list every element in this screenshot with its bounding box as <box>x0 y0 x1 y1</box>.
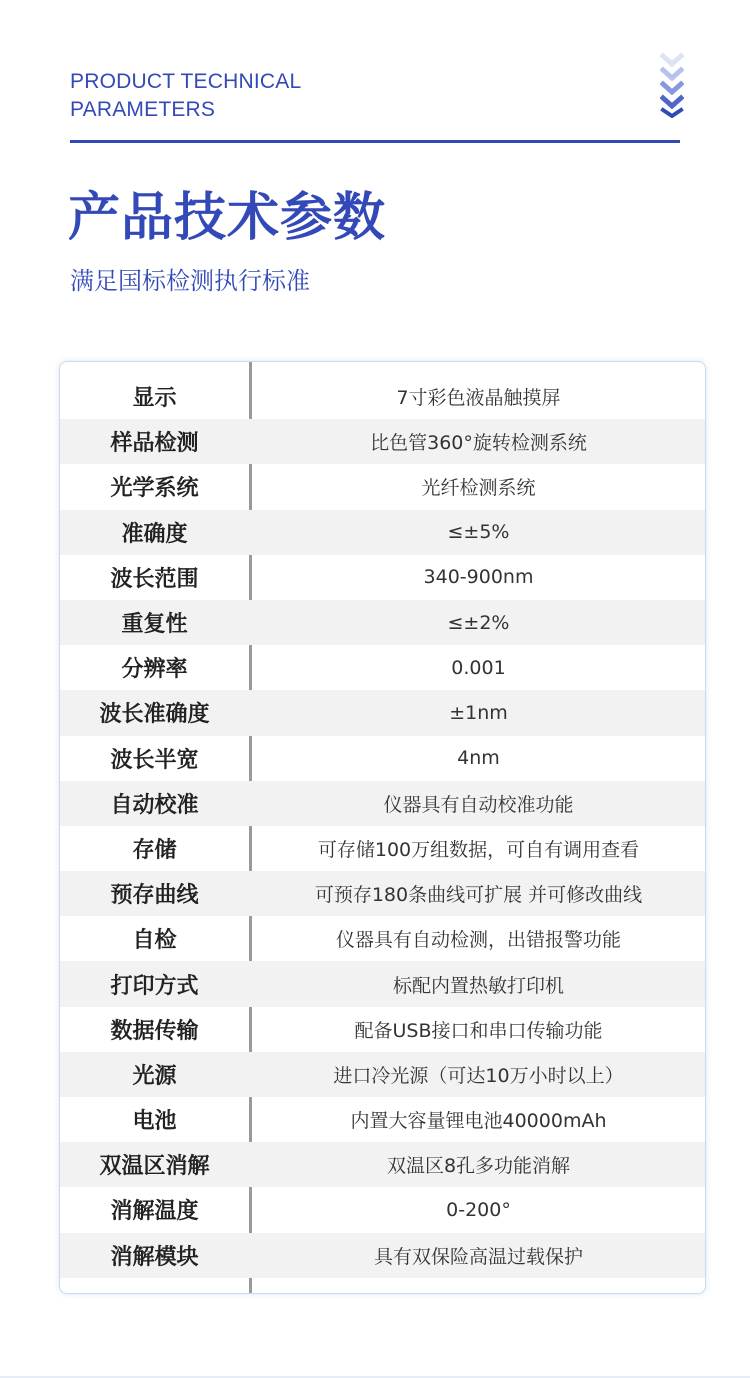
table-row <box>60 736 705 781</box>
param-value: 内置大容量锂电池40000mAh <box>350 1110 607 1133</box>
param-label: 分辨率 <box>121 657 188 683</box>
parameters-table <box>59 361 706 1294</box>
table-row <box>60 510 705 555</box>
table-row <box>60 374 705 419</box>
table-row <box>60 1233 705 1278</box>
param-value: 4nm <box>457 747 500 770</box>
param-label: 波长半宽 <box>110 747 199 773</box>
param-label: 数据传输 <box>110 1018 199 1044</box>
table-row <box>60 419 705 464</box>
english-title-line-1: PRODUCT TECHNICAL <box>70 70 302 93</box>
param-label: 重复性 <box>121 612 188 638</box>
table-row <box>60 961 705 1006</box>
param-value: 具有双保险高温过载保护 <box>373 1245 583 1268</box>
table-row <box>60 781 705 826</box>
param-value: 进口冷光源（可达10万小时以上） <box>333 1064 624 1087</box>
param-label: 波长范围 <box>110 566 199 592</box>
table-row <box>60 464 705 509</box>
table-row <box>60 1052 705 1097</box>
page-subtitle: 满足国标检测执行标准 <box>70 267 310 295</box>
page-title: 产品技术参数 <box>68 187 387 248</box>
param-value: 仪器具有自动检测，出错报警功能 <box>335 929 621 952</box>
param-value: 0.001 <box>451 656 506 679</box>
param-value: 光纤检测系统 <box>421 477 536 500</box>
param-value: 比色管360°旋转检测系统 <box>370 432 587 455</box>
table-row <box>60 826 705 871</box>
param-label: 自检 <box>132 928 177 954</box>
param-label: 光源 <box>132 1063 177 1089</box>
param-value: ≤±2% <box>447 611 510 634</box>
english-title <box>70 68 680 124</box>
table-row <box>60 690 705 735</box>
param-value: 配备USB接口和串口传输功能 <box>354 1019 603 1042</box>
chevron-down-icon <box>660 52 684 118</box>
table-row <box>60 1187 705 1232</box>
table-row <box>60 871 705 916</box>
param-label: 光学系统 <box>110 476 199 502</box>
param-label: 样品检测 <box>110 431 199 457</box>
param-label: 电池 <box>132 1109 177 1135</box>
param-label: 消解模块 <box>110 1244 199 1270</box>
param-label: 显示 <box>132 386 177 412</box>
param-label: 双温区消解 <box>99 1154 210 1180</box>
table-row <box>60 916 705 961</box>
param-value: 可预存180条曲线可扩展 并可修改曲线 <box>314 884 643 907</box>
parameter-rows <box>60 374 705 1278</box>
english-title-line-2: PARAMETERS <box>70 98 216 121</box>
param-label: 准确度 <box>121 521 188 547</box>
table-row <box>60 1097 705 1142</box>
table-row <box>60 1007 705 1052</box>
param-value: 标配内置热敏打印机 <box>392 974 564 997</box>
param-label: 存储 <box>132 837 177 863</box>
param-value: 可存储100万组数据，可自有调用查看 <box>317 838 640 861</box>
param-label: 打印方式 <box>110 973 199 999</box>
section-header <box>70 68 680 144</box>
table-row <box>60 555 705 600</box>
param-value: 仪器具有自动校准功能 <box>383 793 574 816</box>
param-label: 波长准确度 <box>99 702 210 728</box>
table-row <box>60 1142 705 1187</box>
table-row <box>60 600 705 645</box>
param-value: 340-900nm <box>423 566 534 589</box>
param-value: ±1nm <box>449 701 508 724</box>
param-label: 自动校准 <box>110 792 199 818</box>
table-row <box>60 645 705 690</box>
param-label: 消解温度 <box>110 1199 199 1225</box>
param-value: 0-200° <box>446 1198 511 1221</box>
param-label: 预存曲线 <box>110 883 199 909</box>
param-value: 7寸彩色液晶触摸屏 <box>396 387 561 410</box>
param-value: 双温区8孔多功能消解 <box>386 1155 571 1178</box>
param-value: ≤±5% <box>447 521 510 544</box>
header-divider <box>70 140 680 143</box>
